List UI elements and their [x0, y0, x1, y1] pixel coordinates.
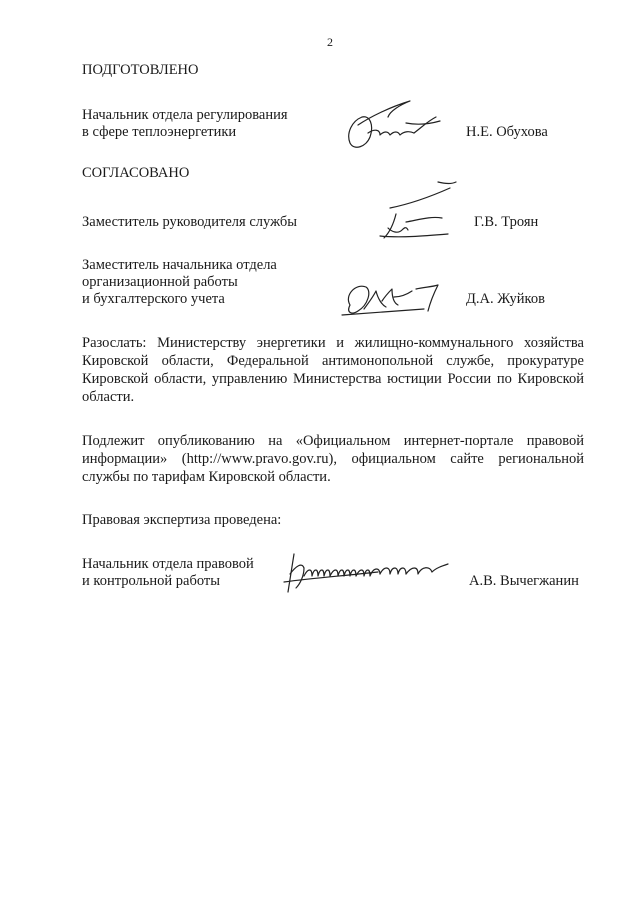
- signature-troyan: [360, 178, 460, 248]
- legal-review-name: А.В. Вычегжанин: [469, 573, 579, 589]
- prepared-position-line-1: Начальник отдела регулирования: [82, 107, 288, 123]
- publication-paragraph: Подлежит опубликованию на «Официальном интернет-портале правовой информации» (http://www.pravo.gov.ru), официальном сайте региональной службы по тарифам Кировской области.: [82, 433, 584, 485]
- agreed-signer-1-name: Г.В. Троян: [474, 214, 539, 230]
- prepared-name: Н.Е. Обухова: [466, 124, 548, 140]
- legal-review-position-line-2: и контрольной работы: [82, 573, 220, 589]
- page-number: 2: [327, 35, 333, 49]
- signature-vychegzhanin: [282, 548, 452, 600]
- agreed-signer-2-position-line-3: и бухгалтерского учета: [82, 291, 225, 307]
- agreed-heading: СОГЛАСОВАНО: [82, 165, 190, 181]
- signature-obukhova: [340, 95, 445, 155]
- distribution-paragraph: Разослать: Министерству энергетики и жилищно-коммунального хозяйства Кировской области, Федеральной антимонопольной службе, прокуратуре Кировской области, управлению Министерства юстиции России по Кировской области.: [82, 335, 584, 405]
- agreed-signer-2-name: Д.А. Жуйков: [466, 291, 545, 307]
- prepared-position-line-2: в сфере теплоэнергетики: [82, 124, 237, 140]
- prepared-heading: ПОДГОТОВЛЕНО: [82, 62, 199, 78]
- legal-review-heading: Правовая экспертиза проведена:: [82, 512, 282, 528]
- agreed-signer-1-position-line-1: Заместитель руководителя службы: [82, 214, 298, 230]
- agreed-signer-2-position-line-2: организационной работы: [82, 274, 238, 290]
- legal-review-position-line-1: Начальник отдела правовой: [82, 556, 254, 572]
- agreed-signer-2-position-line-1: Заместитель начальника отдела: [82, 257, 277, 273]
- signature-zhuikov: [338, 275, 450, 325]
